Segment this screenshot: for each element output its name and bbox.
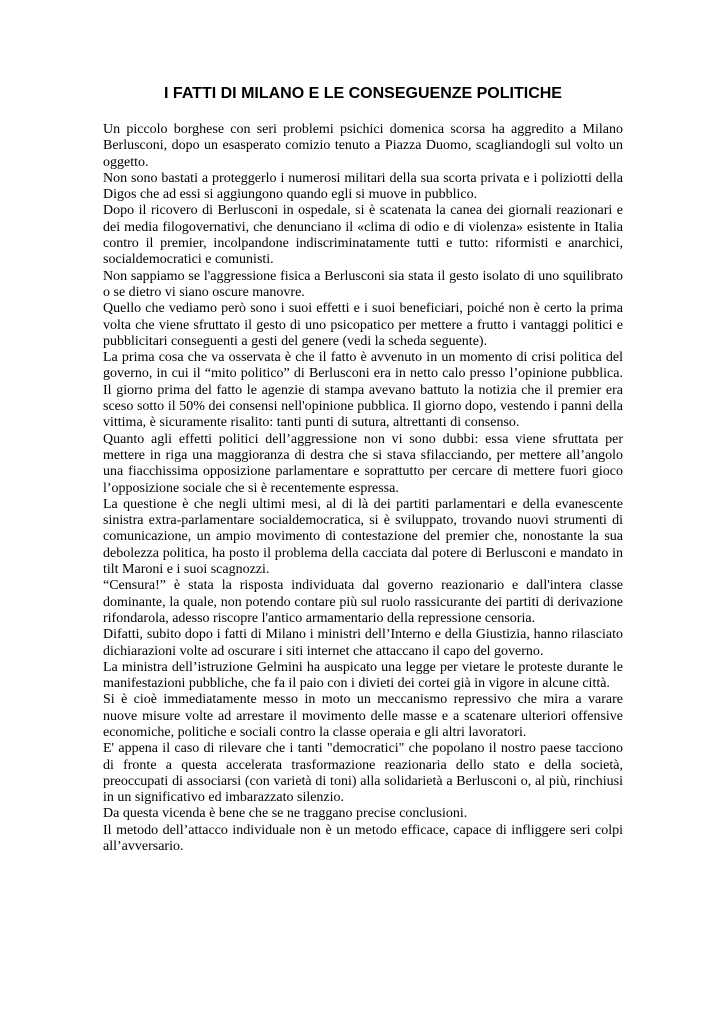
paragraph: La questione è che negli ultimi mesi, al di là dei partiti parlamentari e della evanescente sinistra extra-parlamentare socialdemocratica, si è sviluppato, trovando nuovi strumenti di comunicazione, un ampio movimento di contestazione del premier che, nonostante la sua debolezza politica, ha posto il problema della cacciata dal potere di Berlusconi e mandato in tilt Maroni e i suoi scagnozzi. xyxy=(103,496,623,578)
paragraph: Non sappiamo se l'aggressione fisica a Berlusconi sia stata il gesto isolato di uno squilibrato o se dietro vi siano oscure manovre. xyxy=(103,268,623,300)
paragraph: Non sono bastati a proteggerlo i numerosi militari della sua scorta privata e i poliziotti della Digos che ad essi si aggiungono quando egli si muove in pubblico. xyxy=(103,170,623,203)
paragraph: Un piccolo borghese con seri problemi psichici domenica scorsa ha aggredito a Milano Berlusconi, dopo un esasperato comizio tenuto a Piazza Duomo, scagliandogli sul volto un oggetto. xyxy=(103,122,623,170)
paragraph: Dopo il ricovero di Berlusconi in ospedale, si è scatenata la canea dei giornali reazionari e dei media filogovernativi, che denunciano il «clima di odio e di violenza» esistente in Italia contro il premier, incolpandone indiscriminatamente tutti e tutto: riformisti e anarchici, socialdemocratici e comunisti. xyxy=(103,203,623,268)
paragraph: “Censura!” è stata la risposta individuata dal governo reazionario e dall'intera classe dominante, la quale, non potendo contare più sul ruolo rassicurante dei partiti di derivazione rifondarola, adesso riscopre l'antico armamentario della repressione censoria. xyxy=(103,578,623,626)
document-title: I FATTI DI MILANO E LE CONSEGUENZE POLITICHE xyxy=(164,85,562,102)
document-page xyxy=(103,85,623,855)
paragraph: La prima cosa che va osservata è che il fatto è avvenuto in un momento di crisi politica del governo, in cui il “mito politico” di Berlusconi era in netto calo presso l’opinione pubblica. Il giorno prima del fatto le agenzie di stampa avevano battuto la notizia che il premier era sceso sotto il 50% dei consensi nell'opinione pubblica. Il giorno dopo, vestendo i panni della vittima, è sicuramente risalito: tanti punti di sutura, altrettanti di consenso. xyxy=(103,350,623,431)
document-body xyxy=(103,122,623,855)
paragraph: Il metodo dell’attacco individuale non è un metodo efficace, capace di infliggere seri colpi all’avversario. xyxy=(103,822,623,855)
paragraph: Da questa vicenda è bene che se ne traggano precise conclusioni. xyxy=(103,806,468,822)
paragraph: E' appena il caso di rilevare che i tanti "democratici" che popolano il nostro paese tacciono di fronte a questa accelerata trasformazione reazionaria dello stato e della società, preoccupati di associarsi (con varietà di toni) alla solidarietà a Berlusconi o, al più, rinchiusi in un significativo ed imbarazzato silenzio. xyxy=(103,741,623,806)
paragraph: Quello che vediamo però sono i suoi effetti e i suoi beneficiari, poiché non è certo la prima volta che viene sfruttato il gesto di uno psicopatico per mettere a frutto i vantaggi politici e pubblicitari conseguenti a gesti del genere (vedi la scheda seguente). xyxy=(103,301,623,349)
paragraph: La ministra dell’istruzione Gelmini ha auspicato una legge per vietare le proteste durante le manifestazioni pubbliche, che fa il paio con i divieti dei cortei già in vigore in alcune città. xyxy=(103,659,623,692)
paragraph: Si è cioè immediatamente messo in moto un meccanismo repressivo che mira a varare nuove misure volte ad arrestare il movimento delle masse e a scatenare ulteriori offensive economiche, politiche e sociali contro la classe operaia e gli altri lavoratori. xyxy=(103,692,623,740)
paragraph: Difatti, subito dopo i fatti di Milano i ministri dell’Interno e della Giustizia, hanno rilasciato dichiarazioni volte ad oscurare i siti internet che attaccano il capo del governo. xyxy=(103,627,623,659)
paragraph: Quanto agli effetti politici dell’aggressione non vi sono dubbi: essa viene sfruttata per mettere in riga una maggioranza di destra che si stava sfilacciando, per mettere all’angolo una fiacchissima opposizione parlamentare e soprattutto per cercare di mettere fuori gioco l’opposizione sociale che si è recentemente espressa. xyxy=(103,431,623,496)
